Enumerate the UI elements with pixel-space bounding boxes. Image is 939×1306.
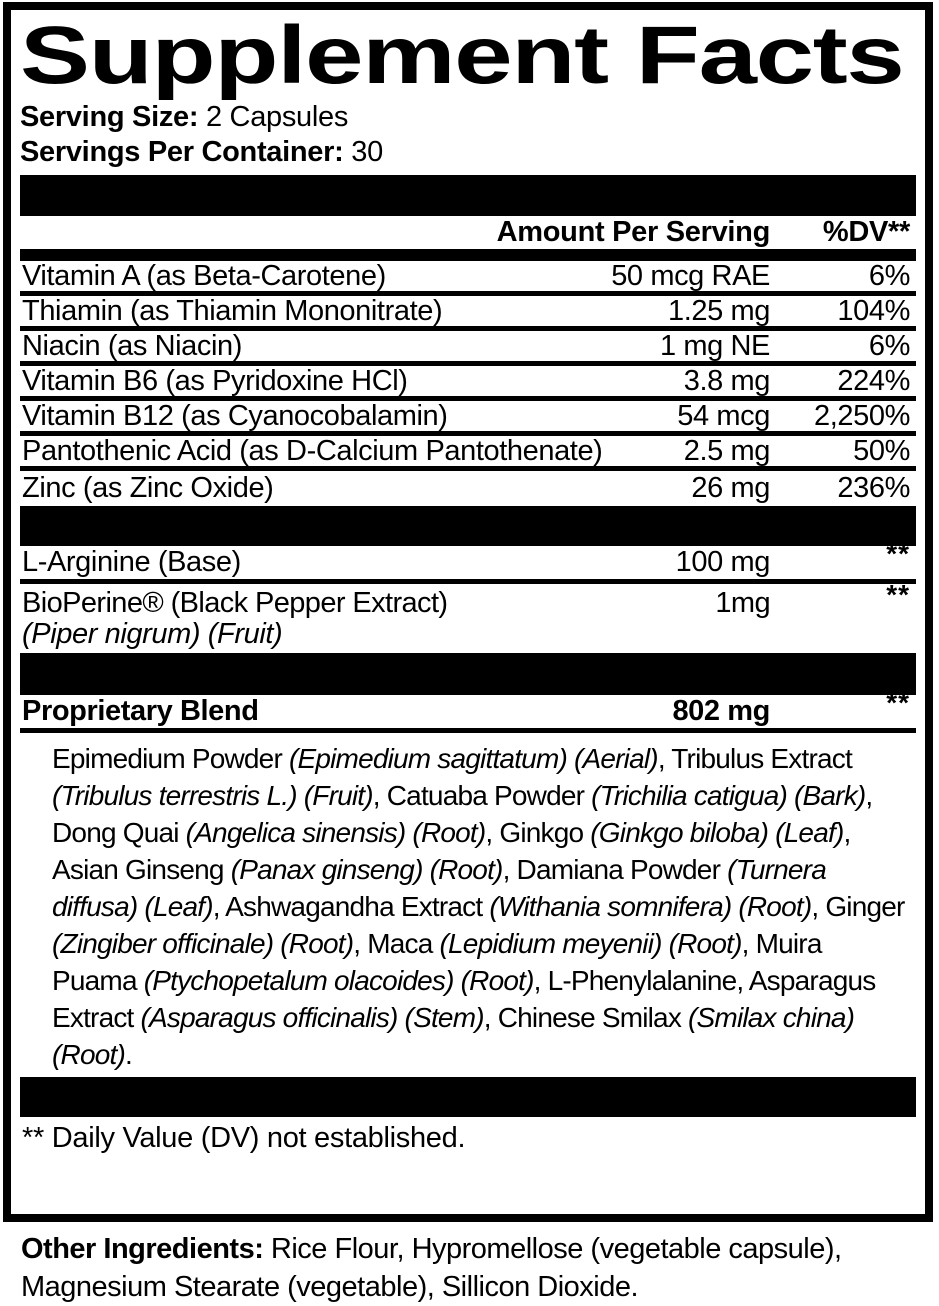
header-dv: %DV**	[822, 216, 910, 248]
servings-per-container-label: Servings Per Container:	[20, 136, 344, 168]
nutrient-amount: 3.8 mg	[683, 364, 770, 397]
nutrient-dv: 50%	[853, 434, 910, 467]
nutrient-name: BioPerine® (Black Pepper Extract)	[22, 586, 448, 619]
bioperine-main-line	[20, 578, 916, 619]
servings-per-container-value: 30	[343, 136, 383, 168]
nutrient-name: Vitamin B12 (as Cyanocobalamin)	[22, 399, 448, 432]
table-row-proprietary-blend	[20, 687, 916, 733]
dv-asterisks: **	[886, 538, 910, 569]
panel-title: Supplement Facts	[20, 10, 904, 101]
serving-size-value: 2 Capsules	[198, 101, 349, 133]
other-ingredients-value: Rice Flour, Hypromellose (vegetable capsule), Magnesium Stearate (vegetable), Sillicon Dioxide.	[21, 1233, 842, 1303]
daily-value-footnote: ** Daily Value (DV) not established.	[22, 1122, 466, 1154]
nutrient-dv: 224%	[837, 364, 910, 397]
nutrient-amount: 26 mg	[691, 472, 770, 504]
nutrient-name: L-Arginine (Base)	[22, 546, 241, 578]
nutrient-amount: 1 mg NE	[659, 329, 770, 362]
table-row-vitamin-b12	[20, 401, 916, 436]
table-header-row	[20, 216, 916, 249]
other-ingredients	[21, 1230, 923, 1306]
divider-bar-bottom	[20, 1077, 916, 1117]
panel-title-wrap	[20, 10, 916, 100]
table-row-pantothenic-acid	[20, 436, 916, 471]
divider-bar-top	[20, 175, 916, 216]
header-amount-per-serving: Amount Per Serving	[496, 216, 770, 248]
divider-bar-section-2	[20, 506, 916, 546]
servings-per-container-line	[20, 135, 916, 170]
nutrient-name: Niacin (as Niacin)	[22, 329, 243, 362]
nutrient-dv: 104%	[837, 294, 910, 327]
nutrient-name: Vitamin A (as Beta-Carotene)	[22, 259, 386, 292]
nutrient-name: Zinc (as Zinc Oxide)	[22, 472, 274, 504]
nutrient-dv	[770, 687, 916, 728]
table-row-vitamin-b6	[20, 366, 916, 401]
serving-size-line	[20, 100, 916, 135]
nutrient-amount: 100 mg	[675, 546, 770, 578]
divider-bar-section-3	[20, 653, 916, 695]
nutrient-amount: 802 mg	[672, 695, 770, 727]
nutrient-name: Vitamin B6 (as Pyridoxine HCl)	[22, 364, 408, 397]
table-row-vitamin-a	[20, 261, 916, 296]
nutrient-name: Pantothenic Acid (as D-Calcium Pantothenate)	[22, 434, 603, 467]
nutrient-amount: 1.25 mg	[668, 294, 770, 327]
serving-size-label: Serving Size:	[20, 101, 199, 133]
nutrient-amount: 1mg	[715, 586, 770, 619]
dv-asterisks: **	[886, 578, 910, 610]
table-row-zinc	[20, 471, 916, 506]
table-row-l-arginine	[20, 538, 916, 584]
nutrient-amount: 54 mcg	[677, 399, 770, 432]
nutrient-dv: 2,250%	[814, 399, 910, 432]
other-ingredients-label: Other Ingredients:	[21, 1233, 264, 1265]
table-row-bioperine	[20, 578, 916, 653]
nutrient-dv	[770, 578, 916, 620]
table-row-thiamin	[20, 296, 916, 331]
nutrient-name: Thiamin (as Thiamin Mononitrate)	[22, 294, 443, 327]
nutrient-dv: 6%	[868, 259, 910, 292]
table-row-niacin	[20, 331, 916, 366]
facts-panel	[3, 2, 933, 1222]
nutrient-dv	[770, 538, 916, 579]
dv-asterisks: **	[886, 687, 910, 718]
nutrient-dv: 236%	[837, 472, 910, 504]
proprietary-blend-ingredients: Epimedium Powder (Epimedium sagittatum) (Aerial), Tribulus Extract (Tribulus terrestris L.) (Fruit), Catuaba Powder (Trichilia catigua) (Bark), Dong Quai (Angelica sinensis) (Root), Ginkgo (Ginkgo biloba) (Leaf), Asian Ginseng (Panax ginseng) (Root), Damiana Powder (Turnera diffusa) (Leaf), Ashwagandha Extract (Withania somnifera) (Root), Ginger (Zingiber officinale) (Root), Maca (Lepidium meyenii) (Root), Muira Puama (Ptychopetalum olacoides) (Root), L-Phenylalanine, Asparagus Extract (Asparagus officinalis) (Stem), Chinese Smilax (Smilax china) (Root).	[52, 743, 905, 1070]
nutrient-amount: 50 mcg RAE	[611, 259, 770, 292]
nutrient-dv: 6%	[868, 329, 910, 362]
nutrient-name: Proprietary Blend	[22, 695, 259, 727]
nutrient-amount: 2.5 mg	[683, 434, 770, 467]
bioperine-botanical-line: (Piper nigrum) (Fruit)	[22, 618, 283, 650]
